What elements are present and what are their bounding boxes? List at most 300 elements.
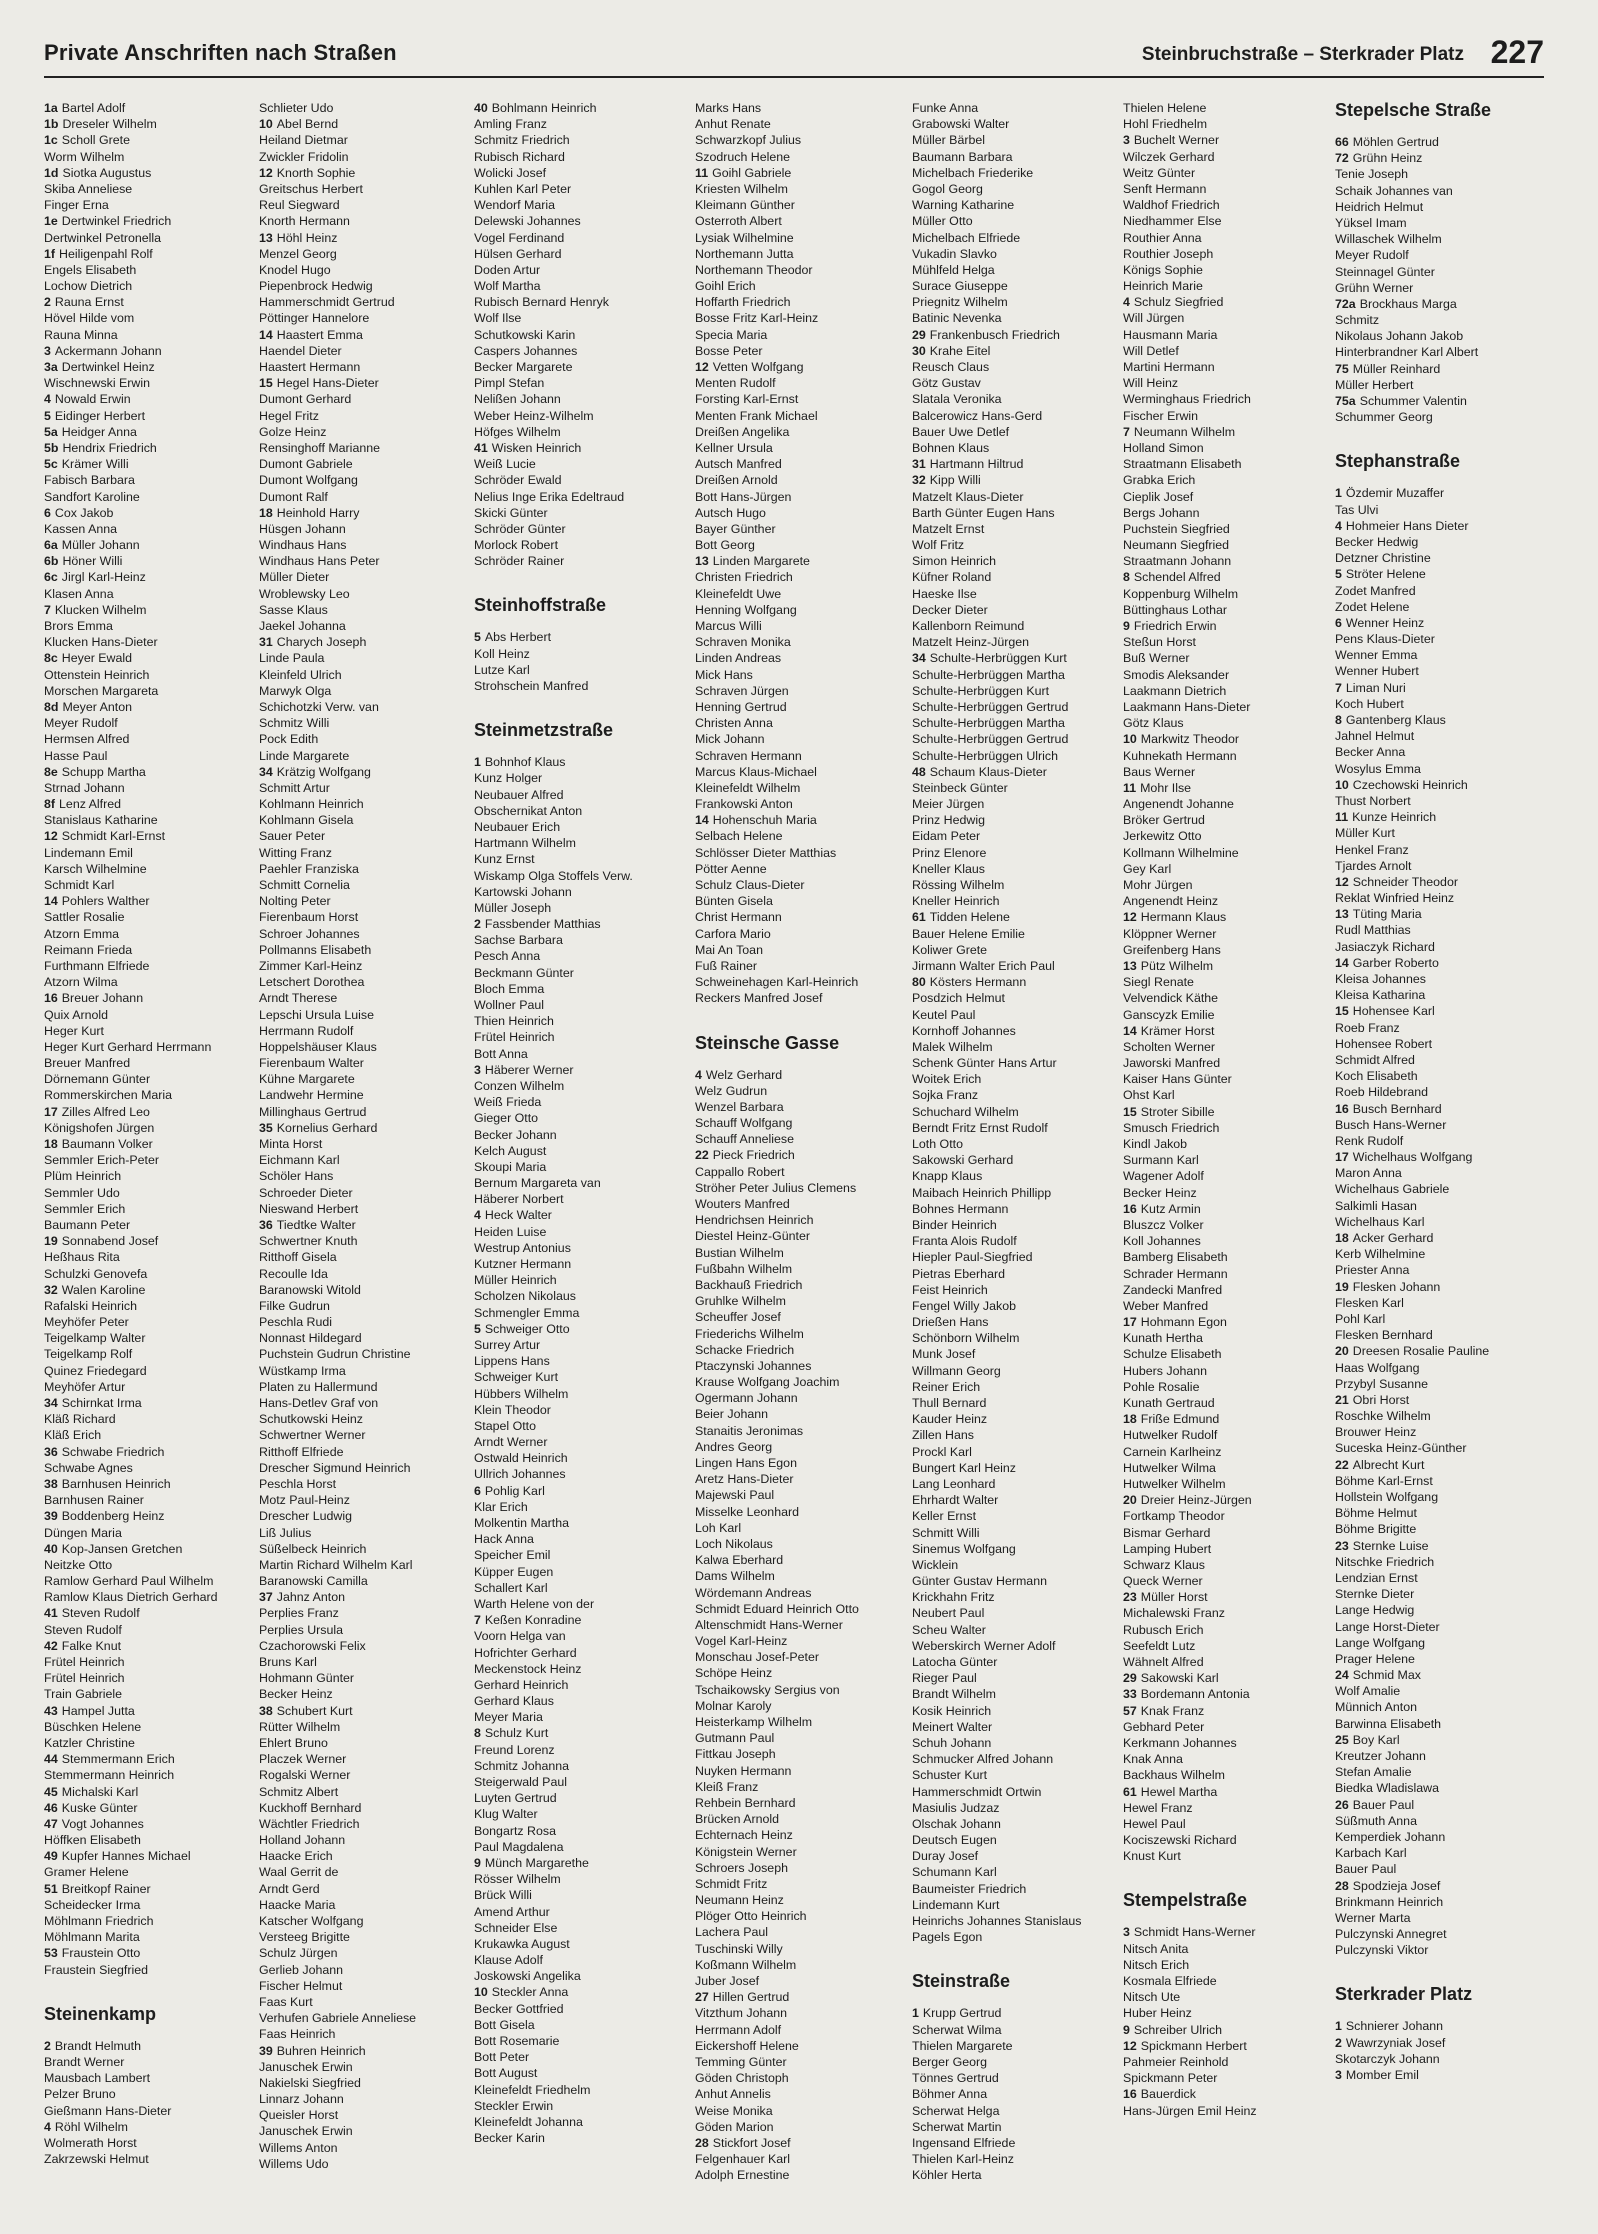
directory-entry [1335,1117,1545,1133]
house-number: 13 [1123,958,1137,973]
house-number: 19 [44,1234,58,1249]
directory-entry [912,2119,1122,2135]
resident-name: Kühne Margarete [259,1072,355,1087]
resident-name: Zodet Manfred [1335,583,1416,598]
directory-entry [695,1487,905,1503]
directory-entry [474,1758,684,1774]
resident-name: Kauder Heinz [912,1412,988,1427]
house-number: 8d [44,699,59,714]
resident-name: Wagener Adolf [1123,1169,1204,1184]
resident-name: Schauff Wolfgang [695,1116,793,1131]
directory-entry [1123,489,1333,505]
directory-entry [259,408,469,424]
directory-entry [1123,1104,1333,1120]
directory-entry [44,1055,254,1071]
directory-entry [259,230,469,246]
directory-entry [44,2038,254,2054]
resident-name: Landwehr Hermine [259,1088,364,1103]
house-number: 34 [912,651,926,666]
directory-entry [44,2086,254,2102]
directory-entry [912,521,1122,537]
resident-name: Teigelkamp Rolf [44,1347,133,1362]
resident-name: Müller Herbert [1335,377,1414,392]
directory-entry [1123,1249,1333,1265]
directory-entry [695,1746,905,1762]
directory-entry [695,2119,905,2135]
resident-name: Scherwat Helga [912,2103,1000,2118]
directory-entry [695,521,905,537]
resident-name: Nuyken Hermann [695,1763,792,1778]
resident-name: Freund Lorenz [474,1742,555,1757]
resident-name: Weiß Lucie [474,457,536,472]
house-number: 4 [44,392,51,407]
resident-name: Knorth Hermann [259,214,350,229]
resident-name: Schöpe Heinz [695,1666,773,1681]
resident-name: Heinrichs Johannes Stanislaus [912,1914,1082,1928]
resident-name: Bohlmann Heinrich [491,101,597,115]
directory-entry [912,1346,1122,1362]
resident-name: Schulte-Herbrüggen Ulrich [912,748,1059,763]
directory-entry [695,116,905,132]
resident-name: Prager Helene [1335,1651,1415,1666]
directory-entry [474,1887,684,1903]
directory-entry [1123,2103,1333,2119]
resident-name: Scheu Walter [912,1622,986,1637]
resident-name: Molnar Karoly [695,1698,772,1713]
resident-name: Ogermann Johann [695,1391,798,1406]
directory-entry [695,1471,905,1487]
directory-entry [44,197,254,213]
resident-name: Menten Frank Michael [695,408,818,423]
resident-name: Wendorf Maria [474,198,556,213]
house-number: 9 [1123,619,1130,633]
resident-name: Hinterbrandner Karl Albert [1335,345,1479,360]
directory-entry [912,1136,1122,1152]
resident-name: Hohmann Günter [259,1671,355,1686]
directory-entry [259,1800,469,1816]
directory-entry [474,1466,684,1482]
resident-name: Thust Norbert [1335,793,1411,808]
directory-entry [1335,858,1545,874]
resident-name: Tenie Joseph [1335,167,1409,182]
directory-entry [44,1492,254,1508]
resident-name: Bernum Margareta van [474,1176,601,1191]
resident-name: Hoppelshäuser Klaus [259,1039,377,1054]
directory-entry [695,877,905,893]
resident-name: Obschernikat Anton [474,803,583,818]
street-heading: Stempelstraße [1123,1890,1248,1911]
directory-entry [912,1492,1122,1508]
resident-name: Ostwald Heinrich [474,1451,568,1466]
directory-entry [1335,599,1545,615]
resident-name: Wicklein [912,1557,959,1572]
resident-name: Schummer Georg [1335,410,1433,425]
resident-name: Rubisch Bernard Henryk [474,295,609,310]
resident-name: Bott Anna [474,1046,528,1061]
directory-entry [1123,2086,1333,2102]
directory-entry [912,1525,1122,1541]
resident-name: Bohnen Klaus [912,440,990,455]
resident-name: Krukawka August [474,1936,570,1951]
directory-entry [474,1920,684,1936]
directory-entry [912,845,1122,861]
directory-entry [474,262,684,278]
directory-entry [259,1832,469,1848]
resident-name: Letschert Dorothea [259,975,365,990]
directory-entry [44,440,254,456]
resident-name: Kunath Gertraud [1123,1396,1215,1410]
directory-entry [695,132,905,148]
resident-name: Binder Heinrich [912,1217,997,1232]
directory-entry [474,1547,684,1563]
resident-name: Morlock Robert [474,538,559,553]
directory-entry [912,440,1122,456]
directory-entry [259,197,469,213]
directory-entry [44,861,254,877]
directory-entry [259,909,469,925]
resident-name: Maibach Heinrich Phillipp [912,1185,1052,1200]
resident-name: Willems Udo [259,2156,329,2171]
resident-name: Wroblewsky Leo [259,586,350,601]
directory-entry [474,1628,684,1644]
directory-entry [1123,1557,1333,1573]
directory-entry [912,472,1122,488]
resident-name: Osterroth Albert [695,214,782,229]
house-number: 12 [259,165,273,180]
house-number: 3 [1335,2068,1342,2082]
directory-entry [912,165,1122,181]
directory-entry [1123,1832,1333,1848]
resident-name: Abel Bernd [276,117,339,132]
directory-entry [912,230,1122,246]
directory-entry [44,116,254,132]
resident-name: Drescher Ludwig [259,1509,352,1524]
directory-entry [695,537,905,553]
directory-entry [1123,1767,1333,1783]
resident-name: Schallert Karl [474,1580,548,1595]
resident-name: Bott Peter [474,2050,530,2065]
directory-entry [1335,183,1545,199]
house-number: 12 [1123,910,1137,925]
resident-name: Siotka Augustus [62,165,152,180]
resident-name: Hammerschmidt Ortwin [912,1784,1042,1799]
directory-entry [912,1249,1122,1265]
resident-name: Heidger Anna [61,424,137,439]
house-number: 17 [44,1104,58,1119]
house-number: 8c [44,651,58,666]
resident-name: Müller Johann [61,538,140,553]
resident-name: Sonnabend Josef [61,1234,159,1249]
directory-entry [44,845,254,861]
directory-entry [1123,2005,1333,2021]
directory-entry [1335,2018,1545,2034]
resident-name: Nitsch Anita [1123,1941,1189,1956]
resident-name: Haastert Hermann [259,360,361,374]
directory-entry [912,1460,1122,1476]
resident-name: Ingensand Elfriede [912,2135,1016,2150]
resident-name: Malek Wilhelm [912,1039,993,1054]
directory-entry [474,343,684,359]
directory-entry [44,1023,254,1039]
house-number: 19 [1335,1279,1349,1294]
directory-entry [474,1078,684,1094]
directory-entry [1123,294,1333,310]
directory-entry [695,1908,905,1924]
resident-name: Kösters Hermann [929,975,1027,990]
resident-name: Vetten Wolfgang [712,360,804,374]
directory-entry [44,990,254,1006]
resident-name: Dertwinkel Petronella [44,230,162,245]
directory-entry [44,2103,254,2119]
directory-entry [259,602,469,618]
directory-entry [912,505,1122,521]
resident-name: Berndt Fritz Ernst Rudolf [912,1120,1048,1135]
directory-entry [474,981,684,997]
directory-entry [259,262,469,278]
directory-entry [259,1104,469,1120]
directory-entry [1123,1816,1333,1832]
resident-name: Schulze Elisabeth [1123,1347,1222,1362]
directory-entry [1123,828,1333,844]
resident-name: Tjardes Arnolt [1335,858,1412,873]
directory-entry [44,1104,254,1120]
resident-name: Szodruch Helene [695,149,791,164]
resident-name: Krämer Willi [61,457,129,472]
directory-entry [44,634,254,650]
directory-entry [912,1444,1122,1460]
resident-name: Prockl Karl [912,1444,972,1459]
directory-entry [259,1071,469,1087]
directory-entry [44,1330,254,1346]
resident-name: Dreißen Angelika [695,424,790,439]
directory-entry [912,2038,1122,2054]
directory-entry [1123,310,1333,326]
directory-entry [259,327,469,343]
resident-name: Menzel Georg [259,246,337,261]
directory-entry [474,310,684,326]
directory-entry [44,1864,254,1880]
resident-name: Hohmeier Hans Dieter [1345,518,1469,533]
directory-entry [1123,1957,1333,1973]
directory-entry [474,787,684,803]
directory-entry [1123,1395,1333,1411]
directory-entry [1123,1638,1333,1654]
directory-entry [474,1709,684,1725]
resident-name: Cappallo Robert [695,1164,785,1179]
resident-name: Tuschinski Willy [695,1941,783,1956]
directory-entry [912,812,1122,828]
directory-entry [695,634,905,650]
house-number: 14 [259,327,273,342]
directory-entry [474,1806,684,1822]
directory-entry [695,1601,905,1617]
resident-name: Vogel Ferdinand [474,230,565,245]
directory-entry [44,2119,254,2135]
directory-entry [695,812,905,828]
directory-entry [912,2135,1122,2151]
resident-name: Wenner Hubert [1335,664,1419,679]
directory-entry [1335,377,1545,393]
directory-entry [1335,1181,1545,1197]
resident-name: Karbach Karl [1335,1846,1407,1861]
resident-name: Brinkmann Heinrich [1335,1894,1444,1909]
directory-entry [259,1881,469,1897]
directory-entry [44,1605,254,1621]
resident-name: Schulte-Herbrüggen Kurt [929,651,1067,666]
resident-name: Schönborn Wilhelm [912,1331,1020,1346]
resident-name: Kneller Klaus [912,861,986,876]
directory-entry [259,828,469,844]
resident-name: Kuckhoff Bernhard [259,1800,362,1815]
resident-name: Czechowski Heinrich [1352,777,1468,792]
resident-name: Weber Heinz-Wilhelm [474,408,594,423]
resident-name: Kohlmann Heinrich [259,797,364,812]
directory-entry [259,893,469,909]
resident-name: Bott Georg [695,538,755,553]
resident-name: Kleisa Johannes [1335,972,1426,986]
house-number: 4 [695,1067,702,1082]
directory-entry [695,213,905,229]
house-number: 21 [1335,1392,1349,1407]
resident-name: Schulte-Herbrüggen Kurt [912,683,1050,698]
directory-entry [44,618,254,634]
directory-entry [259,310,469,326]
directory-entry [695,1390,905,1406]
resident-name: Friederichs Wilhelm [695,1326,804,1341]
resident-name: Rauna Ernst [54,295,124,310]
resident-name: Boddenberg Heinz [61,1509,165,1524]
directory-entry [44,1622,254,1638]
directory-entry [474,246,684,262]
resident-name: Routhier Joseph [1123,246,1214,261]
directory-entry [1335,987,1545,1003]
directory-entry [1335,550,1545,566]
directory-entry [1123,1217,1333,1233]
resident-name: Lenz Alfred [59,797,122,812]
directory-entry [259,1363,469,1379]
directory-column [474,100,684,2210]
resident-name: Loch Nikolaus [695,1536,773,1551]
resident-name: Schrader Hermann [1123,1266,1228,1281]
house-number: 35 [259,1120,273,1135]
resident-name: Linnarz Johann [259,2092,344,2107]
resident-name: Götz Gustav [912,376,981,391]
directory-column [912,100,1122,2210]
directory-entry [259,796,469,812]
resident-name: Reklat Winfried Heinz [1335,891,1455,906]
directory-entry [912,424,1122,440]
resident-name: Kosik Heinrich [912,1703,992,1718]
directory-entry [474,900,684,916]
house-number: 3 [1123,1925,1130,1940]
directory-entry [695,2022,905,2038]
resident-name: Christ Hermann [695,910,782,925]
resident-name: Lepschi Ursula Luise [259,1007,375,1022]
resident-name: Kelch August [474,1143,547,1158]
resident-name: Schulte-Herbrüggen Martha [912,716,1065,731]
directory-entry [912,650,1122,666]
resident-name: Schroer Johannes [259,926,360,941]
resident-name: Czachorowski Felix [259,1638,366,1653]
directory-entry [259,958,469,974]
resident-name: Becker Karin [474,2131,545,2146]
directory-entry [1123,1989,1333,2005]
street-heading: Stephanstraße [1335,451,1461,472]
directory-entry [1335,296,1545,312]
resident-name: Meyhöfer Peter [44,1315,129,1330]
directory-entry [474,868,684,884]
directory-entry [259,1379,469,1395]
resident-name: Quix Arnold [44,1007,109,1022]
directory-entry [1123,149,1333,165]
directory-entry [695,586,905,602]
directory-entry [1123,327,1333,343]
resident-name: Feist Heinrich [912,1282,988,1297]
directory-entry [1123,1298,1333,1314]
directory-entry [474,916,684,932]
directory-entry [259,1201,469,1217]
house-number: 15 [259,376,273,391]
resident-name: Kollmann Wilhelmine [1123,845,1239,860]
directory-entry [912,1751,1122,1767]
resident-name: Meckenstock Heinz [474,1661,582,1676]
resident-name: Heinrich Marie [1123,279,1203,294]
resident-name: Hübbers Wilhelm [474,1386,569,1401]
directory-entry [695,780,905,796]
resident-name: Kleimann Günther [695,198,795,213]
directory-entry [695,1633,905,1649]
house-number: 25 [1335,1732,1349,1747]
resident-name: Kerb Wilhelmine [1335,1247,1426,1262]
directory-entry [912,1266,1122,1282]
resident-name: Diestel Heinz-Günter [695,1229,811,1244]
resident-name: Schmitz Friedrich [474,133,570,148]
house-number: 1 [912,2006,919,2021]
directory-entry [695,1406,905,1422]
resident-name: Pütz Wilhelm [1140,958,1214,973]
resident-name: Wichelhaus Wolfgang [1352,1150,1473,1165]
resident-name: Schulte-Herbrüggen Martha [912,667,1065,682]
house-number: 14 [44,894,58,909]
resident-name: Christen Friedrich [695,570,793,585]
directory-entry [695,246,905,262]
directory-entry [1123,456,1333,472]
resident-name: Simon Heinrich [912,554,997,569]
resident-name: Knak Franz [1140,1703,1205,1718]
directory-entry [44,181,254,197]
directory-entry [44,1427,254,1443]
directory-entry [695,602,905,618]
resident-name: Lysiak Wilhelmine [695,230,794,245]
directory-entry [1335,1505,1545,1521]
resident-name: Hubers Johann [1123,1363,1208,1378]
house-number: 6 [474,1483,481,1498]
directory-entry [1123,1654,1333,1670]
resident-name: Duray Josef [912,1849,979,1864]
resident-name: Fierenbaum Walter [259,1056,364,1071]
directory-entry [912,375,1122,391]
resident-name: Weiß Frieda [474,1095,542,1110]
resident-name: Buß Werner [1123,651,1190,666]
resident-name: Hasse Paul [44,748,108,763]
house-number: 1a [44,101,58,115]
directory-entry [44,1168,254,1184]
resident-name: Morschen Margareta [44,683,159,698]
directory-entry [474,1256,684,1272]
directory-entry [259,1217,469,1233]
resident-name: Juber Josef [695,1974,760,1988]
resident-name: Linde Paula [259,651,325,666]
